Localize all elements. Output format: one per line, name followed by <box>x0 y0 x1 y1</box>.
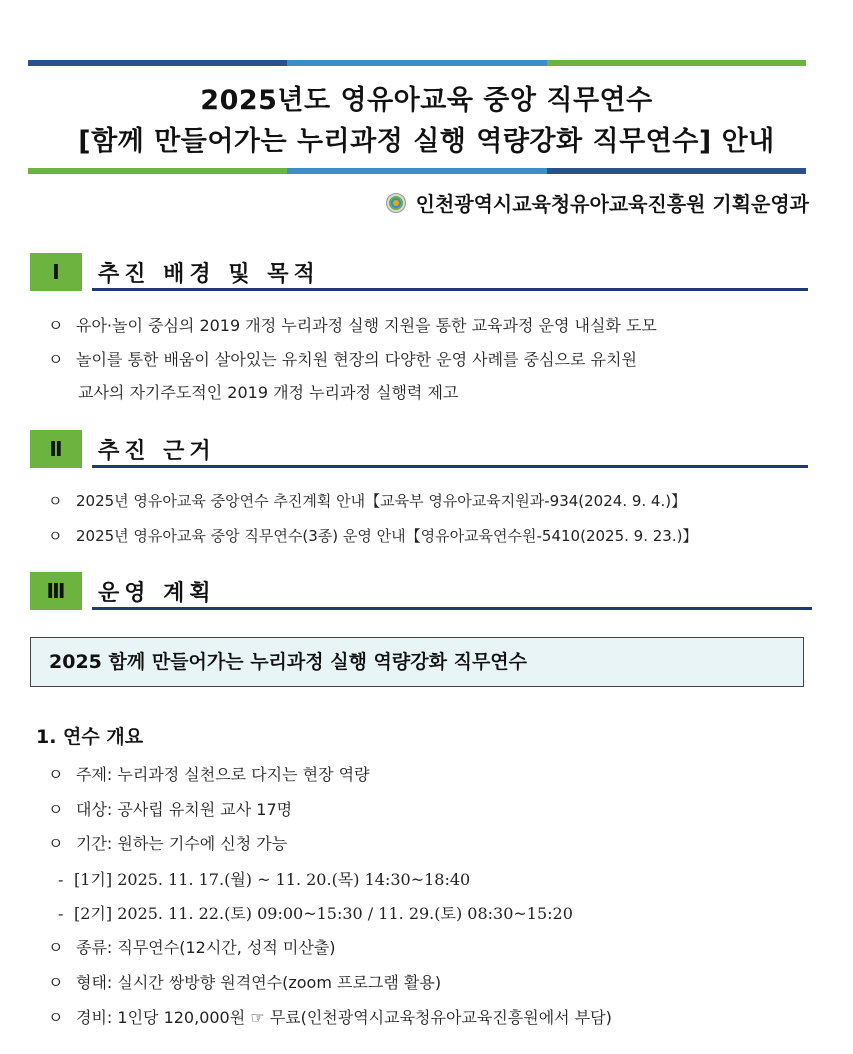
section-1-title: 추진 배경 및 목적 <box>98 262 320 287</box>
section-2-underline <box>92 465 808 468</box>
section-2-title: 추진 근거 <box>98 439 216 464</box>
document-title-line2: [함께 만들어가는 누리과정 실행 역량강화 직무연수] 안내 <box>78 126 775 157</box>
section-1-underline <box>92 288 808 291</box>
list-item: ㅇ 대상: 공사립 유치원 교사 17명 <box>48 800 293 819</box>
document-title-line1: 2025년도 영유아교육 중앙 직무연수 <box>200 85 653 116</box>
section-2-number: Ⅱ <box>30 430 82 468</box>
schedule-item: - [2기] 2025. 11. 22.(토) 09:00~15:30 / 11. 29.(토) 08:30~15:20 <box>58 904 573 923</box>
list-item: ㅇ 유아·놀이 중심의 2019 개정 누리과정 실행 지원을 통한 교육과정 운영 내실화 도모 <box>48 316 657 335</box>
bottom-color-bar <box>28 168 806 174</box>
section-3-underline <box>92 607 812 610</box>
list-item: ㅇ 2025년 영유아교육 중앙연수 추진계획 안내【교육부 영유아교육지원과-934(2024. 9. 4.)】 <box>48 492 687 510</box>
list-item: ㅇ 주제: 누리과정 실천으로 다지는 현장 역량 <box>48 765 370 784</box>
section-3-header <box>30 572 812 610</box>
list-item: ㅇ 종류: 직무연수(12시간, 성적 미산출) <box>48 938 336 957</box>
list-item: ㅇ 형태: 실시간 쌍방향 원격연수(zoom 프로그램 활용) <box>48 973 442 992</box>
organization-line <box>386 188 809 217</box>
organization-name: 인천광역시교육청유아교육진흥원 기획운영과 <box>415 192 809 216</box>
section-1-number: Ⅰ <box>30 253 82 291</box>
overview-heading: 1. 연수 개요 <box>36 726 144 748</box>
section-3-title: 운영 계획 <box>98 581 216 606</box>
list-item: ㅇ 경비: 1인당 120,000원 ☞ 무료(인천광역시교육청유아교육진흥원에서 부담) <box>48 1008 612 1027</box>
section-3-number: Ⅲ <box>30 572 82 610</box>
section-2-header <box>30 430 808 468</box>
top-color-bar <box>28 60 806 66</box>
list-item-continuation: 교사의 자기주도적인 2019 개정 누리과정 실행력 제고 <box>78 383 459 402</box>
schedule-item: - [1기] 2025. 11. 17.(월) ~ 11. 20.(목) 14:30~18:40 <box>58 870 471 889</box>
program-title-box: 2025 함께 만들어가는 누리과정 실행 역량강화 직무연수 <box>30 637 804 687</box>
organization-logo-icon <box>386 193 406 213</box>
list-item: ㅇ 놀이를 통한 배움이 살아있는 유치원 현장의 다양한 운영 사례를 중심으로 유치원 <box>48 350 637 369</box>
section-1-header <box>30 253 808 291</box>
list-item: ㅇ 2025년 영유아교육 중앙 직무연수(3종) 운영 안내【영유아교육연수원-5410(2025. 9. 23.)】 <box>48 527 698 545</box>
list-item: ㅇ 기간: 원하는 기수에 신청 가능 <box>48 834 288 853</box>
